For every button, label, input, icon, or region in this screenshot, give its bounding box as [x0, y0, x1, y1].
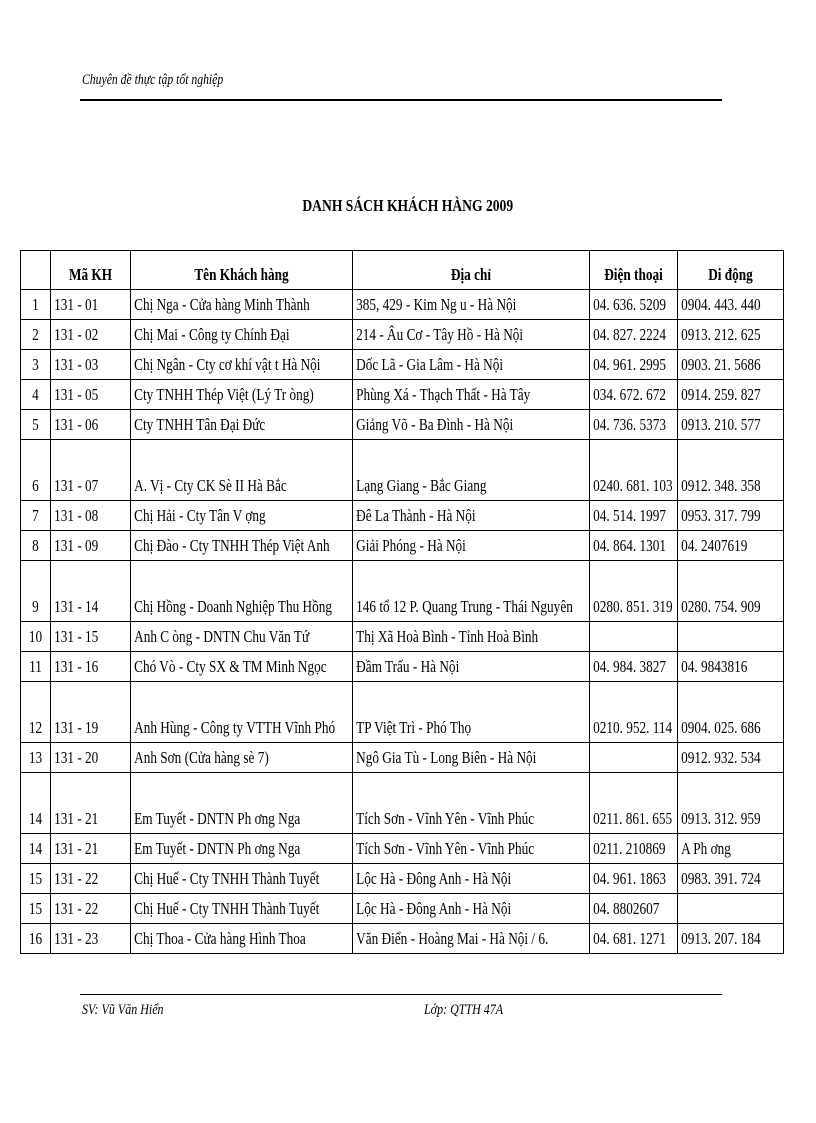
cell-dia-chi-text: Ngô Gia Tù - Long Biên - Hà Nội: [356, 748, 537, 767]
cell-di-dong: [678, 924, 784, 954]
cell-stt: [21, 410, 51, 440]
cell-stt-text: 7: [32, 506, 39, 525]
cell-ten: [131, 440, 353, 501]
cell-ten: [131, 531, 353, 561]
cell-dien-thoai: [590, 290, 678, 320]
cell-di-dong: [678, 380, 784, 410]
cell-ma-kh-text: 131 - 05: [54, 385, 99, 404]
cell-ma-kh: [51, 924, 131, 954]
cell-di-dong: [678, 834, 784, 864]
cell-ten-text: Chị Huế - Cty TNHH Thành Tuyết: [134, 869, 320, 888]
cell-dien-thoai-text: 04. 736. 5373: [593, 415, 667, 434]
cell-dia-chi: [353, 652, 590, 682]
cell-di-dong-text: 0280. 754. 909: [681, 597, 761, 616]
table-row: [21, 531, 784, 561]
cell-ma-kh: [51, 834, 131, 864]
cell-ten: [131, 380, 353, 410]
cell-di-dong-text: 0913. 210. 577: [681, 415, 761, 434]
cell-ten-text: Em Tuyết - DNTN Ph ơng Nga: [134, 809, 301, 828]
document-title: [0, 196, 816, 216]
document-title-text: DANH SÁCH KHÁCH HÀNG 2009: [302, 196, 514, 215]
cell-di-dong: [678, 622, 784, 652]
cell-ten: [131, 682, 353, 743]
table-row: [21, 380, 784, 410]
cell-di-dong: [678, 773, 784, 834]
cell-dien-thoai-text: 04. 514. 1997: [593, 506, 667, 525]
table-row: [21, 864, 784, 894]
cell-ten: [131, 320, 353, 350]
cell-stt-text: 15: [28, 899, 43, 918]
cell-dien-thoai: [590, 682, 678, 743]
cell-dien-thoai-text: 04. 681. 1271: [593, 929, 667, 948]
table-row: [21, 561, 784, 622]
cell-dia-chi: [353, 864, 590, 894]
cell-stt-text: 3: [32, 355, 39, 374]
cell-ten: [131, 773, 353, 834]
col-header-dien-thoai: Điện thoại: [590, 251, 678, 290]
cell-dien-thoai: [590, 501, 678, 531]
cell-dia-chi: [353, 622, 590, 652]
cell-dien-thoai-text: 04. 961. 1863: [593, 869, 667, 888]
cell-ma-kh: [51, 531, 131, 561]
cell-ten-text: A. Vị - Cty CK Sè II Hà Bắc: [134, 476, 287, 495]
cell-dien-thoai: [590, 864, 678, 894]
cell-stt: [21, 894, 51, 924]
cell-dien-thoai: [590, 531, 678, 561]
cell-ma-kh: [51, 440, 131, 501]
table-row: [21, 320, 784, 350]
cell-dia-chi: [353, 380, 590, 410]
cell-dien-thoai-text: 0211. 861. 655: [593, 809, 673, 828]
cell-dia-chi-text: Đê La Thành - Hà Nội: [356, 506, 476, 525]
cell-ma-kh: [51, 743, 131, 773]
cell-dia-chi-text: Tích Sơn - Vĩnh Yên - Vĩnh Phúc: [356, 809, 535, 828]
cell-ten: [131, 290, 353, 320]
table-row: [21, 682, 784, 743]
cell-stt-text: 12: [28, 718, 43, 737]
table-header-row: [21, 251, 784, 290]
cell-ten: [131, 561, 353, 622]
cell-ma-kh-text: 131 - 09: [54, 536, 99, 555]
cell-dien-thoai-text: 04. 636. 5209: [593, 295, 667, 314]
cell-di-dong: [678, 501, 784, 531]
cell-di-dong: [678, 320, 784, 350]
table-row: [21, 834, 784, 864]
cell-di-dong-text: 0904. 443. 440: [681, 295, 761, 314]
cell-dia-chi: [353, 350, 590, 380]
cell-ten-text: Chị Mai - Công ty Chính Đại: [134, 325, 290, 344]
cell-ma-kh-text: 131 - 19: [54, 718, 99, 737]
cell-dia-chi: [353, 773, 590, 834]
cell-dien-thoai-text: 0211. 210869: [593, 839, 666, 858]
cell-di-dong: [678, 440, 784, 501]
cell-ma-kh-text: 131 - 22: [54, 899, 99, 918]
cell-ma-kh: [51, 622, 131, 652]
table-row: [21, 924, 784, 954]
cell-ma-kh: [51, 773, 131, 834]
table-row: [21, 290, 784, 320]
col-header-stt: [21, 251, 51, 290]
col-header-ten: Tên Khách hàng: [131, 251, 353, 290]
cell-stt-text: 15: [28, 869, 43, 888]
cell-di-dong: [678, 864, 784, 894]
cell-ma-kh-text: 131 - 02: [54, 325, 99, 344]
cell-di-dong: [678, 894, 784, 924]
cell-dia-chi-text: Đầm Trấu - Hà Nội: [356, 657, 460, 676]
cell-dien-thoai: [590, 350, 678, 380]
cell-di-dong-text: 0913. 312. 959: [681, 809, 761, 828]
table-row: [21, 622, 784, 652]
cell-ten-text: Cty TNHH Thép Việt (Lý Tr òng): [134, 385, 314, 404]
cell-dia-chi-text: 146 tổ 12 P. Quang Trung - Thái Nguyên: [356, 597, 573, 616]
cell-ma-kh-text: 131 - 16: [54, 657, 99, 676]
cell-dia-chi: [353, 410, 590, 440]
cell-stt: [21, 290, 51, 320]
cell-ma-kh: [51, 380, 131, 410]
cell-ten: [131, 924, 353, 954]
cell-stt-text: 16: [28, 929, 43, 948]
cell-ma-kh-text: 131 - 03: [54, 355, 99, 374]
cell-dien-thoai: [590, 834, 678, 864]
cell-dia-chi-text: Tích Sơn - Vĩnh Yên - Vĩnh Phúc: [356, 839, 535, 858]
cell-stt-text: 13: [28, 748, 43, 767]
cell-dia-chi-text: Giải Phóng - Hà Nội: [356, 536, 466, 555]
cell-ma-kh-text: 131 - 08: [54, 506, 99, 525]
cell-stt: [21, 834, 51, 864]
cell-dia-chi-text: Lộc Hà - Đông Anh - Hà Nội: [356, 899, 512, 918]
cell-dien-thoai: [590, 320, 678, 350]
cell-ten: [131, 350, 353, 380]
cell-di-dong-text: 0903. 21. 5686: [681, 355, 761, 374]
cell-stt: [21, 743, 51, 773]
cell-di-dong-text: 0913. 207. 184: [681, 929, 761, 948]
cell-dia-chi: [353, 501, 590, 531]
cell-ten-text: Chị Ngân - Cty cơ khí vật t Hà Nội: [134, 355, 321, 374]
cell-ten: [131, 864, 353, 894]
cell-ma-kh-text: 131 - 20: [54, 748, 99, 767]
cell-dia-chi-text: Phùng Xá - Thạch Thất - Hà Tây: [356, 385, 531, 404]
cell-ma-kh-text: 131 - 23: [54, 929, 99, 948]
cell-stt-text: 1: [32, 295, 39, 314]
cell-dia-chi-text: Lộc Hà - Đông Anh - Hà Nội: [356, 869, 512, 888]
cell-dien-thoai: [590, 652, 678, 682]
cell-ten-text: Chị Hải - Cty Tân V ợng: [134, 506, 266, 525]
cell-ma-kh: [51, 501, 131, 531]
cell-ma-kh-text: 131 - 21: [54, 839, 99, 858]
cell-dia-chi: [353, 440, 590, 501]
cell-di-dong: [678, 682, 784, 743]
col-header-dia-chi: Địa chỉ: [353, 251, 590, 290]
cell-di-dong-text: 04. 9843816: [681, 657, 748, 676]
cell-dien-thoai-text: 04. 827. 2224: [593, 325, 667, 344]
cell-ten-text: Chị Thoa - Cửa hàng Hình Thoa: [134, 929, 306, 948]
cell-dia-chi-text: 214 - Âu Cơ - Tây Hồ - Hà Nội: [356, 325, 524, 344]
cell-ma-kh: [51, 682, 131, 743]
cell-di-dong-text: 0904. 025. 686: [681, 718, 761, 737]
cell-ten: [131, 894, 353, 924]
footer-divider: [80, 994, 722, 995]
header-divider: [80, 99, 722, 101]
cell-dia-chi: [353, 290, 590, 320]
table-body: [21, 290, 784, 954]
cell-dien-thoai-text: 04. 8802607: [593, 899, 660, 918]
cell-dia-chi-text: 385, 429 - Kim Ng u - Hà Nội: [356, 295, 517, 314]
cell-ten-text: Anh Sơn (Cửa hàng sè 7): [134, 748, 269, 767]
cell-di-dong: [678, 410, 784, 440]
cell-ten: [131, 652, 353, 682]
cell-dien-thoai: [590, 410, 678, 440]
cell-stt-text: 9: [32, 597, 39, 616]
cell-ten-text: Chị Đào - Cty TNHH Thép Việt Anh: [134, 536, 330, 555]
cell-di-dong: [678, 350, 784, 380]
cell-dia-chi: [353, 531, 590, 561]
cell-ma-kh: [51, 410, 131, 440]
cell-ma-kh: [51, 561, 131, 622]
cell-dia-chi-text: Giảng Võ - Ba Đình - Hà Nội: [356, 415, 514, 434]
cell-stt-text: 4: [32, 385, 39, 404]
cell-stt-text: 10: [28, 627, 43, 646]
cell-dien-thoai: [590, 561, 678, 622]
table-row: [21, 894, 784, 924]
cell-ten-text: Anh C òng - DNTN Chu Văn Tứ: [134, 627, 310, 646]
table-row: [21, 773, 784, 834]
cell-stt-text: 14: [28, 839, 43, 858]
table-row: [21, 652, 784, 682]
cell-di-dong: [678, 290, 784, 320]
cell-stt-text: 11: [29, 657, 42, 676]
cell-ma-kh-text: 131 - 01: [54, 295, 99, 314]
cell-di-dong-text: 0912. 348. 358: [681, 476, 761, 495]
cell-dia-chi: [353, 924, 590, 954]
cell-dia-chi: [353, 320, 590, 350]
cell-ma-kh-text: 131 - 15: [54, 627, 99, 646]
cell-ma-kh: [51, 864, 131, 894]
cell-ma-kh-text: 131 - 06: [54, 415, 99, 434]
cell-dien-thoai-text: 04. 984. 3827: [593, 657, 667, 676]
cell-stt-text: 5: [32, 415, 39, 434]
cell-dien-thoai-text: 04. 864. 1301: [593, 536, 667, 555]
cell-di-dong-text: 0953. 317. 799: [681, 506, 761, 525]
cell-dien-thoai-text: 0240. 681. 103: [593, 476, 673, 495]
cell-stt-text: 2: [32, 325, 39, 344]
col-header-di-dong: Di động: [678, 251, 784, 290]
cell-dia-chi: [353, 682, 590, 743]
cell-stt: [21, 924, 51, 954]
cell-ma-kh-text: 131 - 21: [54, 809, 99, 828]
cell-ma-kh: [51, 652, 131, 682]
cell-dien-thoai: [590, 440, 678, 501]
cell-dia-chi-text: Dốc Lã - Gia Lâm - Hà Nội: [356, 355, 504, 374]
cell-ma-kh-text: 131 - 22: [54, 869, 99, 888]
table-row: [21, 440, 784, 501]
cell-di-dong: [678, 743, 784, 773]
cell-ten-text: Anh Hùng - Công ty VTTH Vĩnh Phó: [134, 718, 336, 737]
cell-dien-thoai-text: 04. 961. 2995: [593, 355, 667, 374]
cell-ma-kh-text: 131 - 14: [54, 597, 99, 616]
cell-stt: [21, 320, 51, 350]
cell-ma-kh: [51, 894, 131, 924]
cell-stt: [21, 682, 51, 743]
cell-stt: [21, 350, 51, 380]
cell-stt: [21, 561, 51, 622]
cell-ma-kh: [51, 350, 131, 380]
footer-student: SV: Vũ Văn Hiển: [82, 1002, 164, 1018]
cell-di-dong-text: 0913. 212. 625: [681, 325, 761, 344]
col-header-ma-kh: Mã KH: [51, 251, 131, 290]
table-row: [21, 501, 784, 531]
cell-stt: [21, 622, 51, 652]
cell-ten-text: Cty TNHH Tân Đại Đức: [134, 415, 266, 434]
cell-di-dong-text: 04. 2407619: [681, 536, 748, 555]
table-row: [21, 350, 784, 380]
cell-stt: [21, 864, 51, 894]
cell-stt-text: 6: [32, 476, 39, 495]
cell-dien-thoai-text: 0210. 952. 114: [593, 718, 673, 737]
cell-di-dong-text: A Ph ơng: [681, 839, 731, 858]
cell-di-dong-text: 0912. 932. 534: [681, 748, 761, 767]
cell-dia-chi: [353, 743, 590, 773]
cell-stt-text: 8: [32, 536, 39, 555]
cell-ten: [131, 501, 353, 531]
cell-di-dong-text: 0914. 259. 827: [681, 385, 761, 404]
cell-dia-chi: [353, 561, 590, 622]
cell-dien-thoai: [590, 380, 678, 410]
cell-ten: [131, 410, 353, 440]
cell-dia-chi-text: TP Việt Trì - Phó Thọ: [356, 718, 472, 737]
cell-ten-text: Chị Nga - Cửa hàng Minh Thành: [134, 295, 310, 314]
cell-ten-text: Chị Huế - Cty TNHH Thành Tuyết: [134, 899, 320, 918]
cell-dia-chi-text: Văn Điển - Hoàng Mai - Hà Nội / 6.: [356, 929, 549, 948]
cell-dia-chi-text: Lạng Giang - Bắc Giang: [356, 476, 487, 495]
cell-ten-text: Chị Hồng - Doanh Nghiệp Thu Hồng: [134, 597, 333, 616]
cell-ten-text: Em Tuyết - DNTN Ph ơng Nga: [134, 839, 301, 858]
cell-dien-thoai: [590, 743, 678, 773]
header-title: Chuyên đề thực tập tốt nghiệp: [82, 72, 224, 88]
cell-ma-kh: [51, 290, 131, 320]
cell-dia-chi: [353, 894, 590, 924]
cell-stt: [21, 440, 51, 501]
cell-ten-text: Chó Vò - Cty SX & TM Minh Ngọc: [134, 657, 327, 676]
cell-di-dong: [678, 531, 784, 561]
cell-ten: [131, 834, 353, 864]
cell-stt: [21, 652, 51, 682]
footer-class: Lớp: QTTH 47A: [424, 1002, 504, 1018]
cell-di-dong: [678, 652, 784, 682]
cell-dien-thoai: [590, 622, 678, 652]
cell-di-dong-text: 0983. 391. 724: [681, 869, 761, 888]
cell-dien-thoai-text: 034. 672. 672: [593, 385, 667, 404]
cell-stt: [21, 380, 51, 410]
cell-dien-thoai: [590, 894, 678, 924]
cell-stt: [21, 773, 51, 834]
customer-table: [20, 250, 784, 954]
cell-dien-thoai: [590, 773, 678, 834]
cell-dia-chi-text: Thị Xã Hoà Bình - Tỉnh Hoà Bình: [356, 627, 539, 646]
cell-ten: [131, 622, 353, 652]
cell-ma-kh: [51, 320, 131, 350]
table-row: [21, 743, 784, 773]
cell-stt-text: 14: [28, 809, 43, 828]
cell-ten: [131, 743, 353, 773]
cell-ma-kh-text: 131 - 07: [54, 476, 99, 495]
cell-dia-chi: [353, 834, 590, 864]
table-row: [21, 410, 784, 440]
cell-dien-thoai-text: 0280. 851. 319: [593, 597, 673, 616]
cell-di-dong: [678, 561, 784, 622]
cell-dien-thoai: [590, 924, 678, 954]
cell-stt: [21, 531, 51, 561]
cell-stt: [21, 501, 51, 531]
